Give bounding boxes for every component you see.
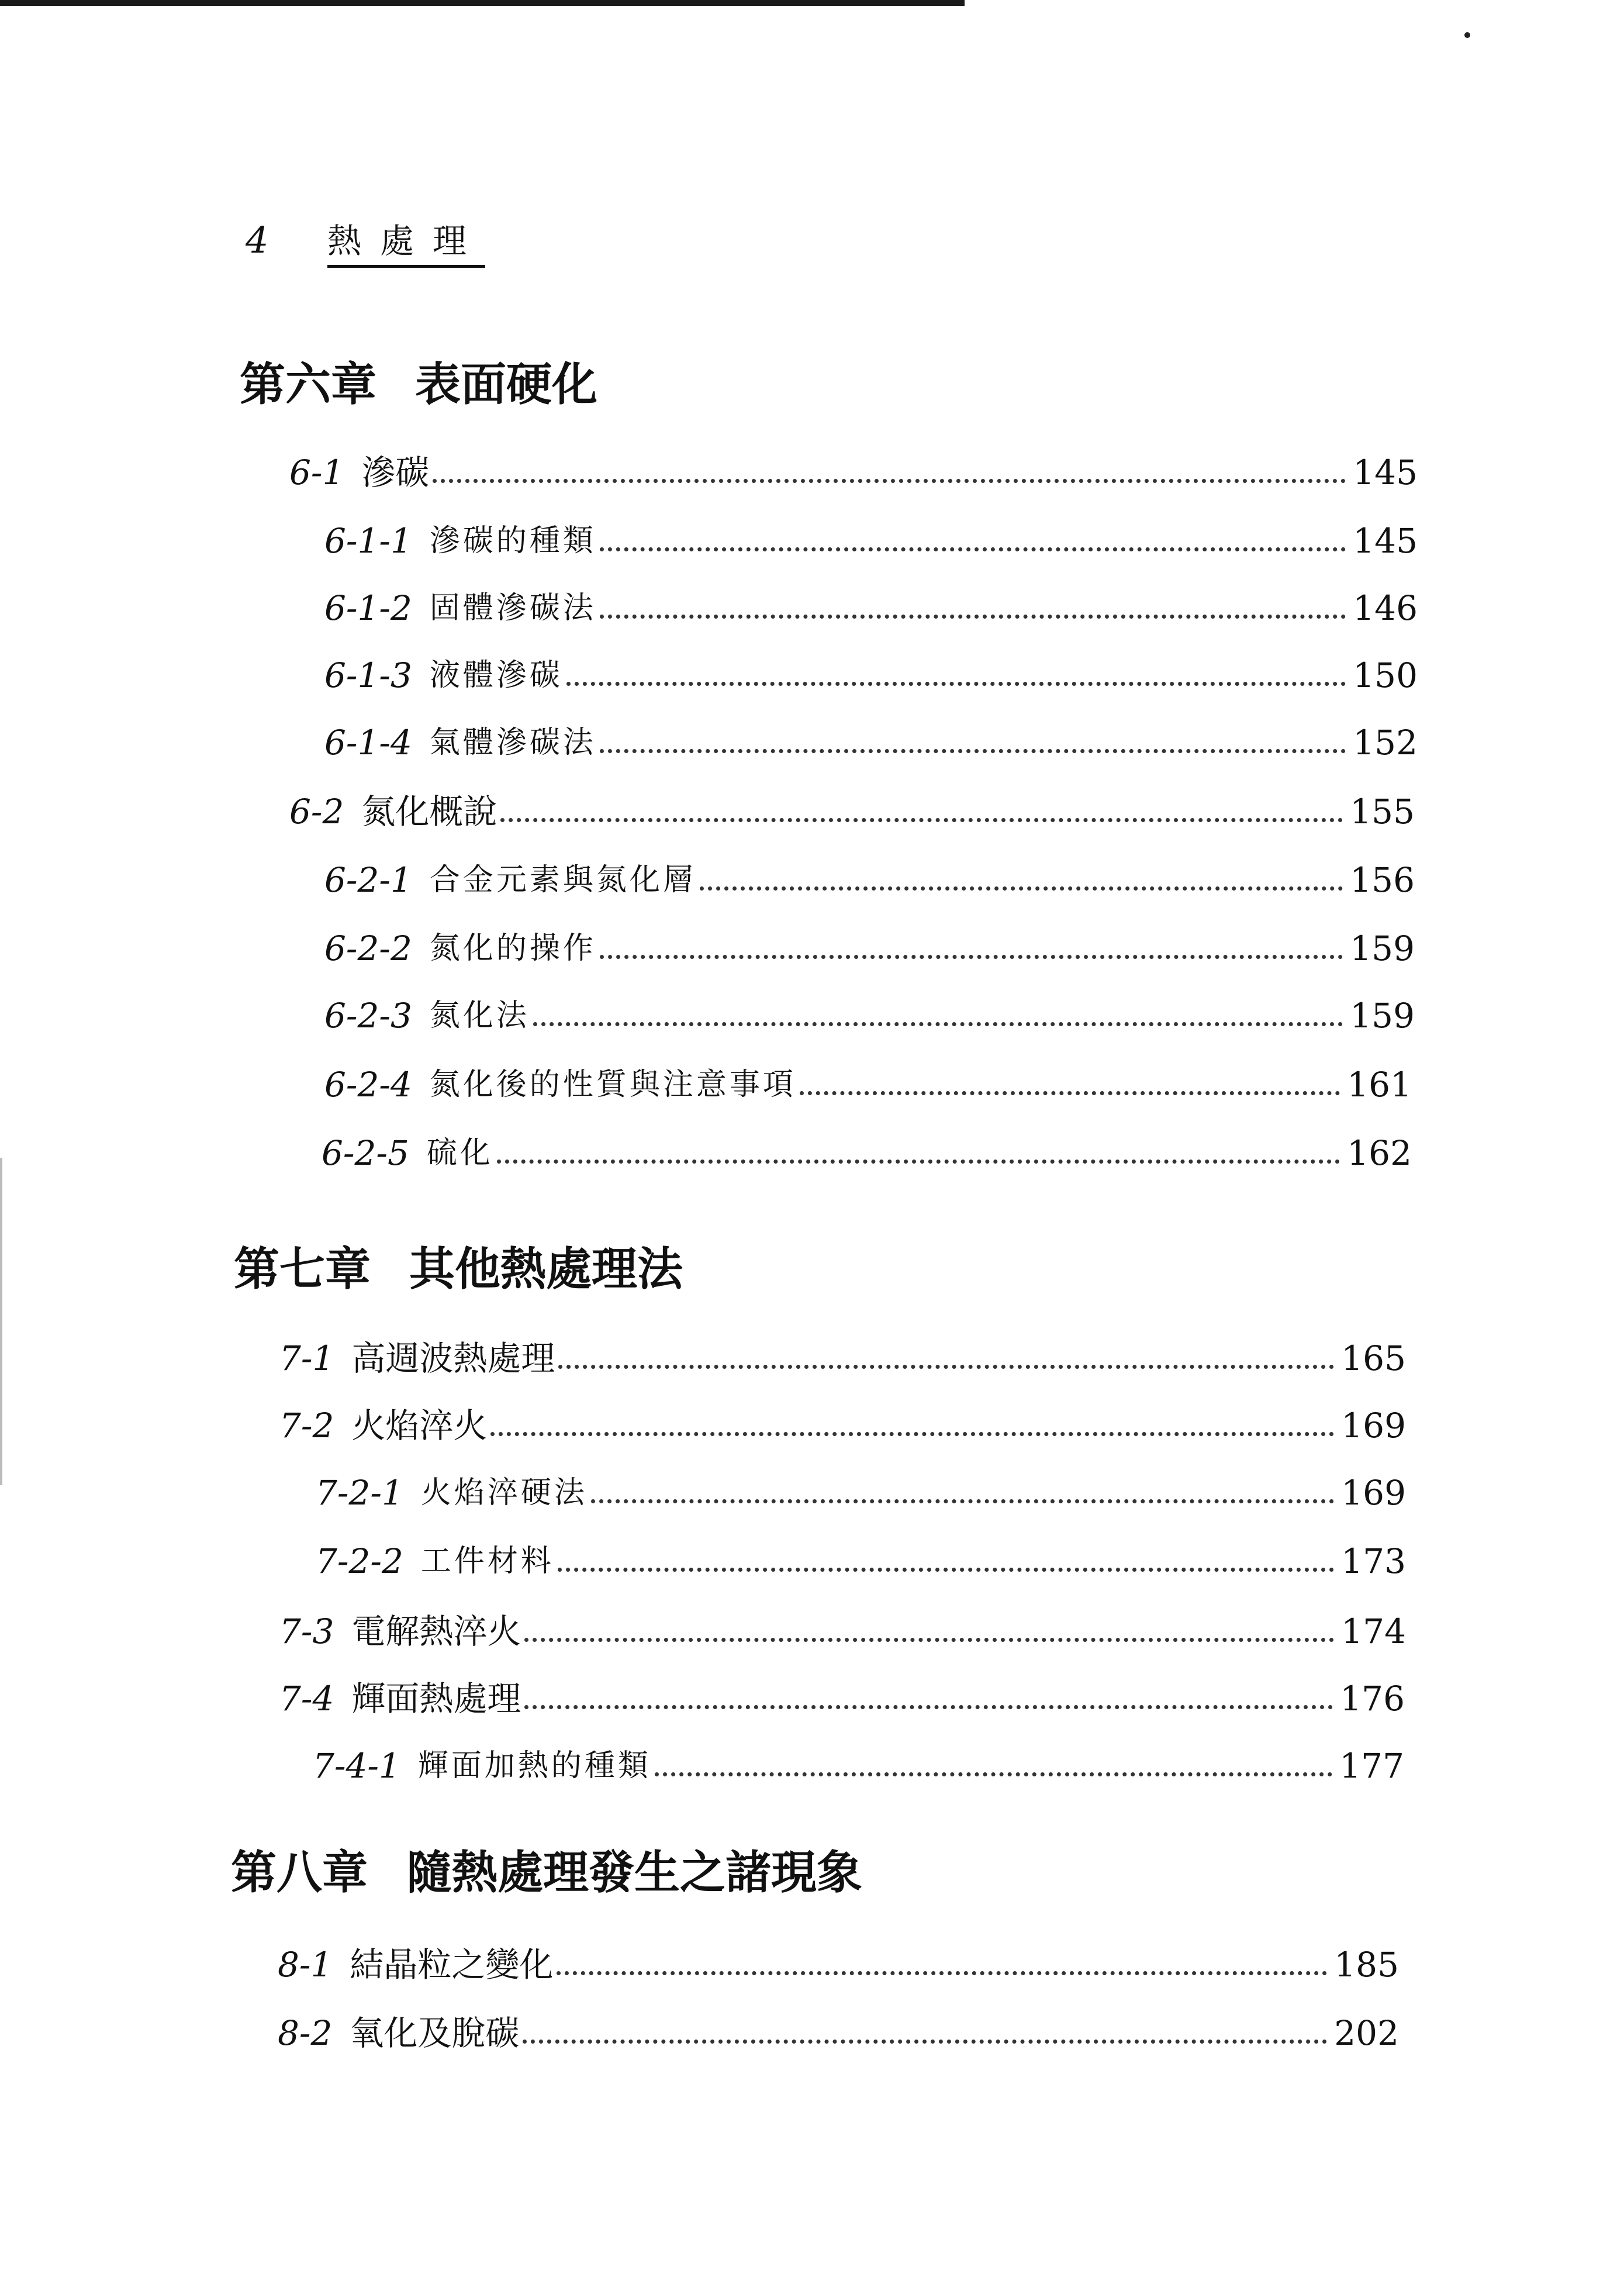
dot-leader bbox=[600, 955, 1343, 959]
section-title: 氮化概說 bbox=[361, 792, 497, 831]
toc-entry[interactable] bbox=[278, 2010, 1399, 2056]
dot-leader bbox=[700, 886, 1343, 891]
section-title: 火焰淬火 bbox=[351, 1406, 488, 1445]
chapter-label: 第六章 bbox=[240, 358, 377, 411]
page-ref: 176 bbox=[1340, 1679, 1405, 1719]
dot-leader bbox=[566, 682, 1346, 686]
page-ref: 185 bbox=[1334, 1945, 1399, 1985]
dot-leader bbox=[433, 479, 1346, 483]
chapter-title: 隨熱處理發生之諸現象 bbox=[406, 1846, 863, 1899]
dot-leader bbox=[490, 1432, 1334, 1436]
page-number: 4 bbox=[246, 219, 269, 261]
page-ref: 169 bbox=[1341, 1473, 1406, 1513]
toc-entry[interactable] bbox=[324, 652, 1418, 699]
section-title: 硫化 bbox=[426, 1136, 493, 1171]
dot-leader bbox=[558, 1365, 1334, 1369]
section-title: 高週波熱處理 bbox=[351, 1338, 555, 1378]
toc-entry[interactable] bbox=[316, 1469, 1406, 1516]
section-number: 6-2-5 bbox=[322, 1133, 409, 1173]
page-ref: 146 bbox=[1353, 588, 1418, 628]
page-ref: 161 bbox=[1347, 1065, 1412, 1105]
section-number: 6-2-3 bbox=[324, 996, 412, 1036]
chapter-label: 第八章 bbox=[231, 1846, 368, 1899]
section-number: 8-2 bbox=[278, 2013, 333, 2053]
scan-edge-mark bbox=[0, 1158, 2, 1485]
section-title: 固體滲碳法 bbox=[429, 591, 596, 626]
dot-leader bbox=[655, 1772, 1332, 1776]
dot-leader bbox=[524, 1705, 1333, 1709]
section-number: 8-1 bbox=[278, 1945, 333, 1985]
dot-leader bbox=[533, 1022, 1343, 1026]
page-ref: 177 bbox=[1339, 1746, 1404, 1786]
section-title: 氣體滲碳法 bbox=[429, 725, 596, 760]
toc-entry[interactable] bbox=[313, 1742, 1404, 1789]
dot-leader bbox=[557, 1971, 1327, 1975]
toc-entry[interactable] bbox=[324, 719, 1418, 766]
section-number: 7-3 bbox=[279, 1612, 334, 1651]
toc-entry[interactable] bbox=[324, 1061, 1412, 1108]
page-ref: 174 bbox=[1341, 1612, 1406, 1651]
dot-leader bbox=[523, 2040, 1327, 2044]
toc-entry[interactable] bbox=[324, 925, 1415, 972]
section-number: 7-4-1 bbox=[313, 1746, 400, 1786]
page-ref: 156 bbox=[1350, 860, 1415, 900]
section-number: 6-2-2 bbox=[324, 929, 412, 968]
section-number: 6-1-1 bbox=[324, 521, 412, 561]
toc-entry[interactable] bbox=[279, 1608, 1406, 1655]
section-number: 7-2-1 bbox=[316, 1473, 403, 1513]
section-number: 7-4 bbox=[279, 1679, 334, 1719]
dot-leader bbox=[800, 1091, 1340, 1095]
section-number: 6-2-4 bbox=[324, 1065, 412, 1105]
top-border-line bbox=[0, 0, 965, 6]
page-ref: 202 bbox=[1334, 2013, 1399, 2053]
chapter-title: 表面硬化 bbox=[415, 358, 598, 411]
toc-entry[interactable] bbox=[324, 992, 1415, 1039]
section-number: 6-1-2 bbox=[324, 588, 412, 628]
page-ref: 150 bbox=[1353, 655, 1418, 695]
section-title: 滲碳 bbox=[361, 453, 430, 492]
dot-leader bbox=[600, 615, 1346, 619]
page-ref: 165 bbox=[1341, 1338, 1406, 1378]
toc-entry[interactable] bbox=[322, 1130, 1412, 1176]
chapter-heading-8 bbox=[231, 1836, 862, 1902]
page-ref: 169 bbox=[1341, 1406, 1406, 1445]
dot-leader bbox=[600, 547, 1346, 551]
dot-leader bbox=[497, 1160, 1340, 1164]
section-number: 6-2-1 bbox=[324, 860, 412, 900]
toc-entry[interactable] bbox=[279, 1402, 1406, 1449]
page-ref: 155 bbox=[1350, 792, 1415, 831]
toc-entry[interactable] bbox=[278, 1941, 1399, 1988]
toc-entry[interactable] bbox=[289, 788, 1415, 835]
toc-entry[interactable] bbox=[316, 1538, 1406, 1585]
section-title: 合金元素與氮化層 bbox=[429, 862, 696, 898]
chapter-heading-7 bbox=[234, 1233, 683, 1298]
toc-entry[interactable] bbox=[279, 1335, 1406, 1382]
running-title: 熱處理 bbox=[327, 213, 485, 268]
page-ref: 159 bbox=[1350, 929, 1415, 968]
section-title: 氮化法 bbox=[429, 998, 530, 1033]
chapter-heading-6 bbox=[240, 348, 597, 413]
dot-leader bbox=[558, 1568, 1334, 1572]
toc-entry[interactable] bbox=[324, 585, 1418, 632]
dot-leader bbox=[524, 1638, 1334, 1642]
page-ref: 145 bbox=[1353, 453, 1418, 492]
dot-leader bbox=[500, 818, 1343, 822]
section-number: 7-2 bbox=[279, 1406, 334, 1445]
dot-leader bbox=[591, 1499, 1334, 1503]
section-title: 結晶粒之變化 bbox=[350, 1945, 554, 1985]
section-number: 6-2 bbox=[289, 792, 344, 831]
chapter-title: 其他熱處理法 bbox=[409, 1243, 683, 1296]
toc-entry[interactable] bbox=[289, 449, 1418, 496]
section-title: 氧化及脫碳 bbox=[350, 2013, 520, 2053]
section-number: 6-1 bbox=[289, 453, 344, 492]
section-number: 6-1-4 bbox=[324, 723, 412, 762]
page-ref: 173 bbox=[1341, 1541, 1406, 1581]
page-ref: 152 bbox=[1353, 723, 1418, 762]
section-title: 液體滲碳 bbox=[429, 658, 563, 693]
section-number: 6-1-3 bbox=[324, 655, 412, 695]
section-title: 輝面熱處理 bbox=[351, 1679, 521, 1719]
toc-entry[interactable] bbox=[324, 517, 1418, 564]
section-number: 7-1 bbox=[279, 1338, 334, 1378]
page-ref: 145 bbox=[1353, 521, 1418, 561]
scan-speck bbox=[1464, 32, 1470, 38]
section-title: 工件材料 bbox=[420, 1544, 554, 1579]
chapter-label: 第七章 bbox=[234, 1243, 371, 1296]
section-title: 電解熱淬火 bbox=[351, 1612, 521, 1651]
section-number: 7-2-2 bbox=[316, 1541, 403, 1581]
section-title: 氮化的操作 bbox=[429, 931, 596, 966]
dot-leader bbox=[600, 749, 1346, 753]
toc-entry[interactable] bbox=[279, 1675, 1405, 1722]
page-header bbox=[246, 213, 485, 268]
page-ref: 162 bbox=[1347, 1133, 1412, 1173]
section-title: 氮化後的性質與注意事項 bbox=[429, 1067, 796, 1102]
page-ref: 159 bbox=[1350, 996, 1415, 1036]
section-title: 火焰淬硬法 bbox=[420, 1475, 588, 1510]
section-title: 滲碳的種類 bbox=[429, 523, 596, 558]
toc-entry[interactable] bbox=[324, 857, 1415, 903]
section-title: 輝面加熱的種類 bbox=[417, 1748, 651, 1783]
